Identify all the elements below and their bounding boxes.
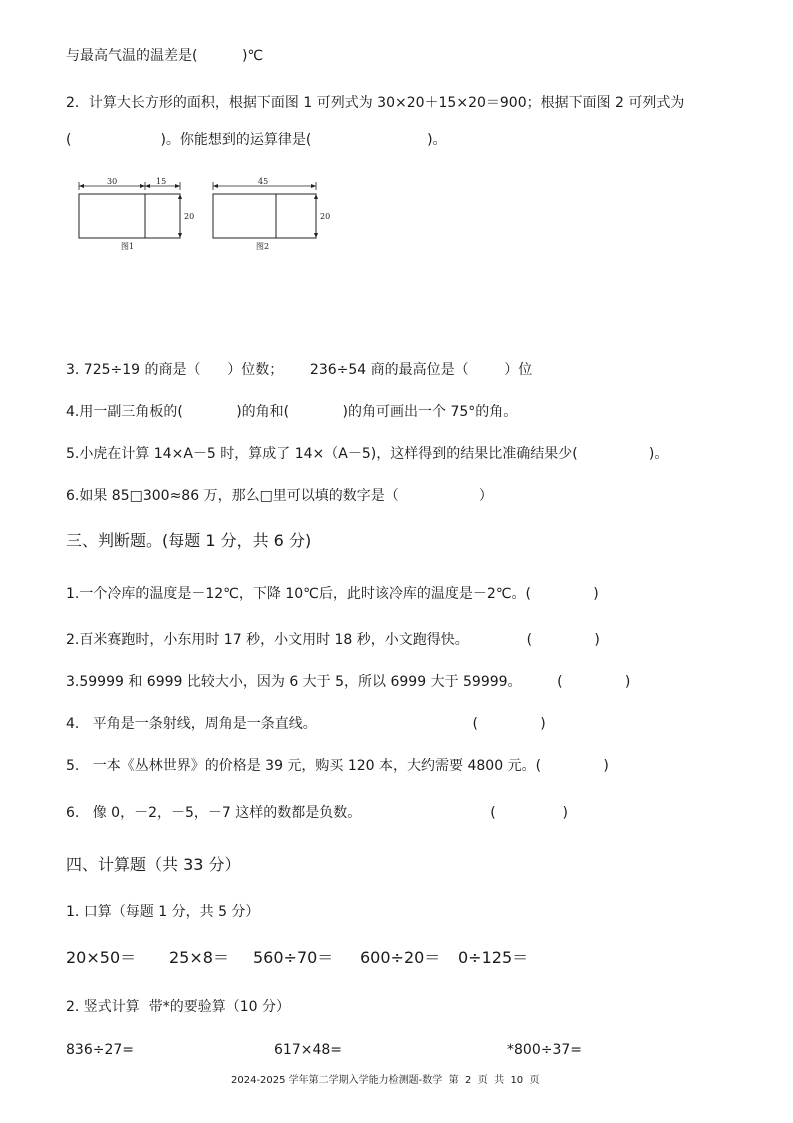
page-footer: 2024-2025 学年第二学期入学能力检测题-数学 第 2 页 共 10 页 xyxy=(231,1075,540,1086)
section-3-title: 三、判断题。(每题 1 分，共 6 分) xyxy=(66,531,312,550)
q2-line2: ( )。你能想到的运算律是( )。 xyxy=(66,132,447,148)
judge-3: 3.59999 和 6999 比较大小，因为 6 大于 5，所以 6999 大于 59999。 ( ) xyxy=(66,674,631,690)
oral-5: 0÷125＝ xyxy=(458,948,529,967)
fig1-label-15: 15 xyxy=(156,177,167,186)
oral-3: 560÷70＝ xyxy=(253,948,334,967)
figure-1 xyxy=(74,176,204,256)
fig2-caption: 图2 xyxy=(256,242,270,251)
judge-2: 2.百米赛跑时，小东用时 17 秒，小文用时 18 秒，小文跑得快。 ( ) xyxy=(66,632,600,648)
q2-line1: 2．计算大长方形的面积，根据下面图 1 可列式为 30×20＋15×20＝900；根据下面图 2 可列式为 xyxy=(66,95,685,111)
fig2-rectangle xyxy=(213,194,316,238)
section-4-title: 四、计算题（共 33 分） xyxy=(66,855,241,874)
fig2-label-45: 45 xyxy=(258,177,269,186)
q1-tail: 与最高气温的温差是( )℃ xyxy=(66,48,264,64)
q6: 6.如果 85□300≈86 万，那么□里可以填的数字是（ ） xyxy=(66,488,493,504)
fig1-caption: 图1 xyxy=(121,242,135,251)
calc-2-title: 2. 竖式计算 带*的要验算（10 分） xyxy=(66,999,290,1015)
q4: 4.用一副三角板的( )的角和( )的角可画出一个 75°的角。 xyxy=(66,404,518,420)
judge-1: 1.一个冷库的温度是－12℃，下降 10℃后，此时该冷库的温度是－2℃。( ) xyxy=(66,586,599,602)
fig1-label-20: 20 xyxy=(184,212,195,221)
vertical-2: 617×48= xyxy=(274,1042,342,1058)
fig1-label-30: 30 xyxy=(107,177,118,186)
oral-1: 20×50＝ xyxy=(66,948,137,967)
vertical-3: *800÷37= xyxy=(507,1042,582,1058)
figure-2 xyxy=(208,176,338,256)
q5: 5.小虎在计算 14×A－5 时，算成了 14×（A－5)，这样得到的结果比准确结果少( )。 xyxy=(66,446,669,462)
judge-5: 5. 一本《丛林世界》的价格是 39 元，购买 120 本，大约需要 4800 元。( ) xyxy=(66,758,609,774)
calc-1-title: 1. 口算（每题 1 分，共 5 分） xyxy=(66,904,260,920)
judge-6: 6. 像 0，－2，－5，－7 这样的数都是负数。 ( ) xyxy=(66,805,568,821)
fig1-rectangle xyxy=(79,194,180,238)
oral-2: 25×8＝ xyxy=(169,948,229,967)
judge-4: 4. 平角是一条射线，周角是一条直线。 ( ) xyxy=(66,716,546,732)
oral-4: 600÷20＝ xyxy=(360,948,441,967)
fig2-label-20: 20 xyxy=(320,212,331,221)
vertical-1: 836÷27= xyxy=(66,1042,134,1058)
q3: 3. 725÷19 的商是（ ）位数； 236÷54 商的最高位是（ ）位 xyxy=(66,362,533,378)
